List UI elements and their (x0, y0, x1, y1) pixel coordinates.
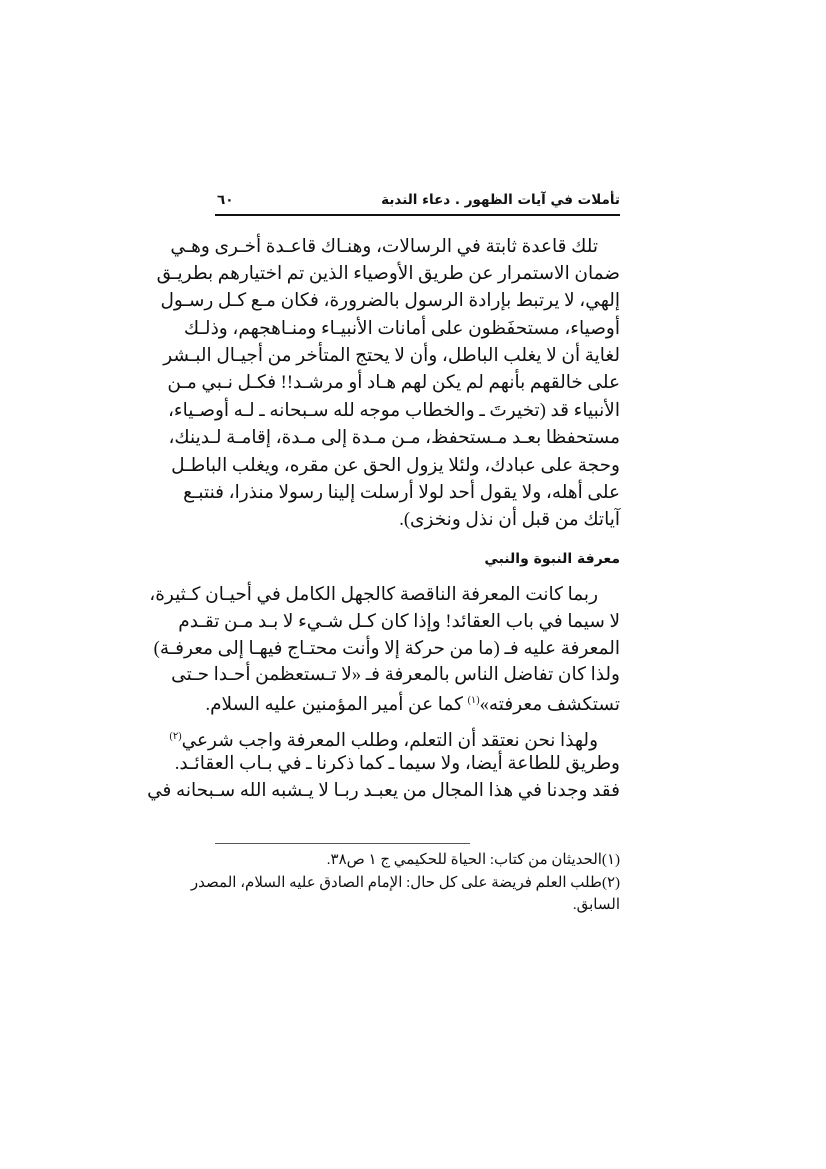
text-line (205, 690, 620, 716)
page-header (215, 192, 620, 216)
text-line: على خالقهم بأنهم لم يكن لهم هـاد أو مرشـد!! فكـل نـبي مـن (167, 373, 620, 393)
text-line: آياتك من قبل أن نذل ونخزى). (399, 510, 620, 530)
running-title: تأملات في آيات الظهور . دعاء الندبة (381, 192, 620, 208)
page-number: ٦٠ (217, 192, 234, 208)
text-span: تستكشف معرفته» (479, 695, 620, 716)
text-line: على أهله، ولا يقول أحد لولا أرسلت إلينا رسولا منذرا، فنتبـع (183, 483, 620, 503)
text-span: كما عن أمير المؤمنين عليه السلام. (205, 695, 468, 716)
text-line: لا سيما في باب العقائد! وإذا كان كـل شـيء لا بـد مـن تقـدم (178, 612, 620, 632)
text-line: تلك قاعدة ثابتة في الرسالات، وهنـاك قاعـدة أخـرى وهـي (170, 237, 598, 257)
text-line: الأنبياء قد (تخيرتَ ـ والخطاب موجه لله سـبحانه ـ لـه أوصـياء، (167, 401, 620, 421)
text-line: إلهي، لا يرتبط بإرادة الرسول بالضرورة، فكان مـع كـل رسـول (160, 291, 620, 311)
footnote-ref[interactable]: (٢) (169, 731, 182, 742)
text-line: مستحفظا بعـد مـستحفظ، مـن مـدة إلى مـدة، إقامـة لـدينك، (168, 428, 620, 448)
text-line: فقد وجدنا في هذا المجال من يعبـد ربـا لا يـشبه الله سـبحانه في (147, 781, 620, 801)
text-line: ربما كانت المعرفة الناقصة كالجهل الكامل في أحيـان كـثيرة، (149, 585, 598, 605)
footnote-ref[interactable]: (١) (467, 695, 480, 706)
text-span: ولهذا نحن نعتقد أن التعلم، وطلب المعرفة واجب شرعي (181, 731, 598, 752)
text-line: المعرفة عليه فـ (ما من حركة إلا وأنت محتـاج فيهـا إلى معرفـة) (153, 639, 620, 659)
text-line: ضمان الاستمرار عن طريق الأوصياء الذين تم اختيارهم بطريـق (156, 264, 620, 284)
text-line: ولذا كان تفاضل الناس بالمعرفة فـ «لا تـستعظمن أحـدا حـتى (171, 665, 620, 685)
text-line: وطريق للطاعة أيضا، ولا سيما ـ كما ذكرنا ـ في بـاب العقائـد. (174, 754, 620, 774)
footnote: (١)الحديثان من كتاب: الحياة للحكيمي ج ١ ص٣٨. (326, 852, 620, 868)
footnote-divider (215, 843, 470, 844)
text-line: أوصياء، مستحفَظون على أمانات الأنبيـاء ومنـاهجهم، وذلـك (183, 319, 620, 339)
section-heading: معرفة النبوة والنبي (484, 551, 620, 567)
footnote: السابق. (572, 897, 620, 913)
footnote: (٢)طلب العلم فريضة على كل حال: الإمام الصادق عليه السلام، المصدر (190, 875, 620, 891)
text-line: لغاية أن لا يغلب الباطل، وأن لا يحتج المتأخر من أجيـال البـشر (163, 346, 620, 366)
text-line (169, 726, 620, 752)
text-line: وحجة على عبادك، ولئلا يزول الحق عن مقره، ويغلب الباطـل (171, 456, 620, 476)
